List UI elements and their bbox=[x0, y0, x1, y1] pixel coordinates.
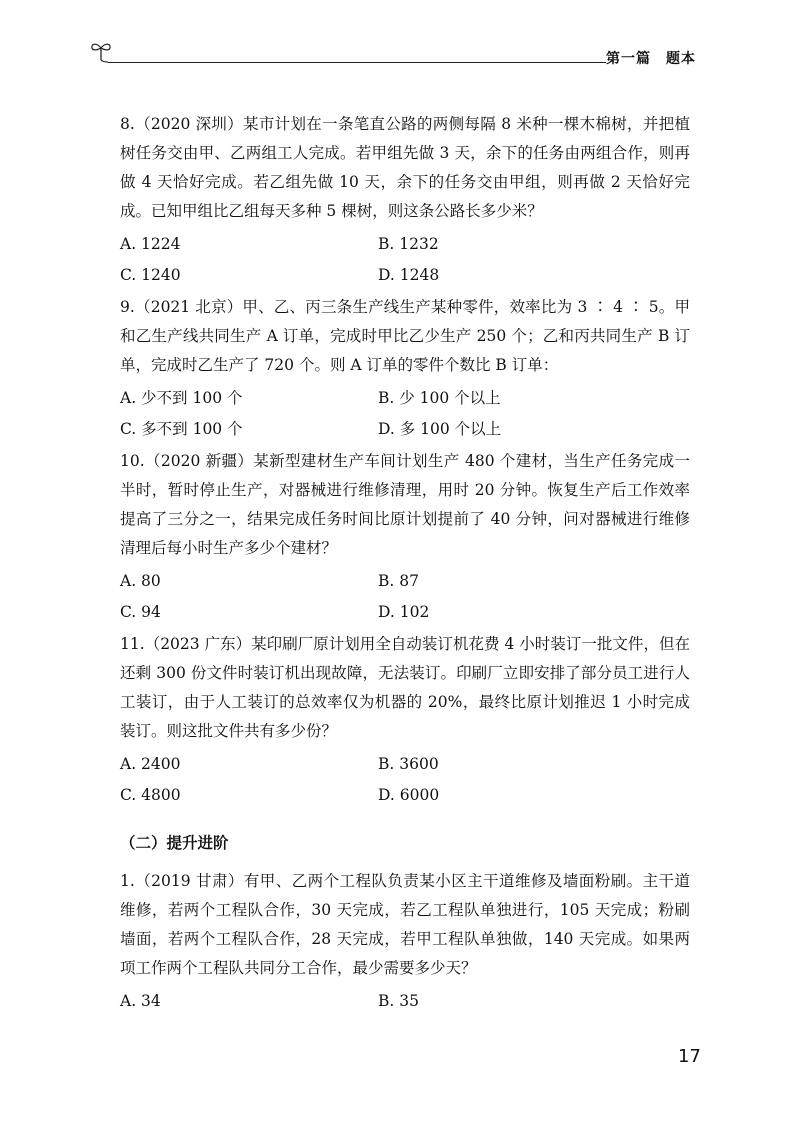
option-c: C. 94 bbox=[120, 603, 161, 621]
option-b: B. 87 bbox=[378, 572, 419, 590]
options bbox=[120, 383, 690, 445]
header-title: 第一篇 题本 bbox=[606, 51, 696, 67]
option-d: D. 102 bbox=[378, 603, 430, 621]
option-b: B. 3600 bbox=[378, 755, 439, 773]
page-number: 17 bbox=[678, 1046, 701, 1067]
option-d: D. 6000 bbox=[378, 786, 440, 804]
option-b: B. 1232 bbox=[378, 235, 439, 253]
sprout-icon bbox=[88, 38, 114, 64]
options bbox=[120, 986, 690, 1017]
question-8 bbox=[120, 110, 690, 291]
option-d: D. 1248 bbox=[378, 266, 440, 284]
option-a: A. 2400 bbox=[120, 755, 181, 773]
question-advanced-1 bbox=[120, 867, 690, 1017]
section-title: （二）提升进阶 bbox=[120, 834, 229, 852]
option-b: B. 少 100 个以上 bbox=[378, 389, 501, 407]
question-11 bbox=[120, 630, 690, 811]
question-10 bbox=[120, 447, 690, 628]
question-text: 10.（2020 新疆）某新型建材生产车间计划生产 480 个建材，当生产任务完成一半时，暂时停止生产，对器械进行维修清理，用时 20 分钟。恢复生产后工作效率提高了三分之一，结果完成任务时间比原计划提前了 40 分钟，问对器械进行维修清理后每小时生产多少个建材？ bbox=[120, 452, 690, 557]
options bbox=[120, 566, 690, 628]
question-text: 8.（2020 深圳）某市计划在一条笔直公路的两侧每隔 8 米种一棵木棉树，并把植树任务交由甲、乙两组工人完成。若甲组先做 3 天，余下的任务由两组合作，则再做 4 天恰好完成。若乙组先做 10 天，余下的任务交由甲组，则再做 2 天恰好完成。已知甲组比乙组每天多种 5 棵树，则这条公路长多少米？ bbox=[120, 115, 690, 220]
question-text: 9.（2021 北京）甲、乙、丙三条生产线生产某种零件，效率比为 3 ∶ 4 ∶ 5。甲和乙生产线共同生产 A 订单，完成时甲比乙少生产 250 个；乙和丙共同生产 B 订单，完成时乙生产了 720 个。则 A 订单的零件个数比 B 订单： bbox=[120, 298, 690, 374]
page-header bbox=[88, 38, 708, 78]
option-c: C. 4800 bbox=[120, 786, 181, 804]
options bbox=[120, 749, 690, 811]
question-9 bbox=[120, 293, 690, 445]
option-c: C. 1240 bbox=[120, 266, 181, 284]
header-rule bbox=[108, 62, 606, 63]
option-d: D. 多 100 个以上 bbox=[378, 420, 502, 438]
question-text: 1.（2019 甘肃）有甲、乙两个工程队负责某小区主干道维修及墙面粉刷。主干道维修，若两个工程队合作，30 天完成，若乙工程队单独进行，105 天完成；粉刷墙面，若两个工程队合作，28 天完成，若甲工程队单独做，140 天完成。如果两项工作两个工程队共同分工合作，最少需要多少天？ bbox=[120, 872, 690, 977]
question-text: 11.（2023 广东）某印刷厂原计划用全自动装订机花费 4 小时装订一批文件，但在还剩 300 份文件时装订机出现故障，无法装订。印刷厂立即安排了部分员工进行人工装订，由于人工装订的总效率仅为机器的 20%，最终比原计划推迟 1 小时完成装订。则这批文件共有多少份？ bbox=[120, 635, 690, 740]
option-a: A. 少不到 100 个 bbox=[120, 389, 243, 407]
option-a: A. 1224 bbox=[120, 235, 181, 253]
options bbox=[120, 229, 690, 291]
option-a: A. 34 bbox=[120, 992, 161, 1010]
option-c: C. 多不到 100 个 bbox=[120, 420, 243, 438]
option-b: B. 35 bbox=[378, 992, 419, 1010]
page-content bbox=[120, 110, 690, 1019]
option-a: A. 80 bbox=[120, 572, 161, 590]
